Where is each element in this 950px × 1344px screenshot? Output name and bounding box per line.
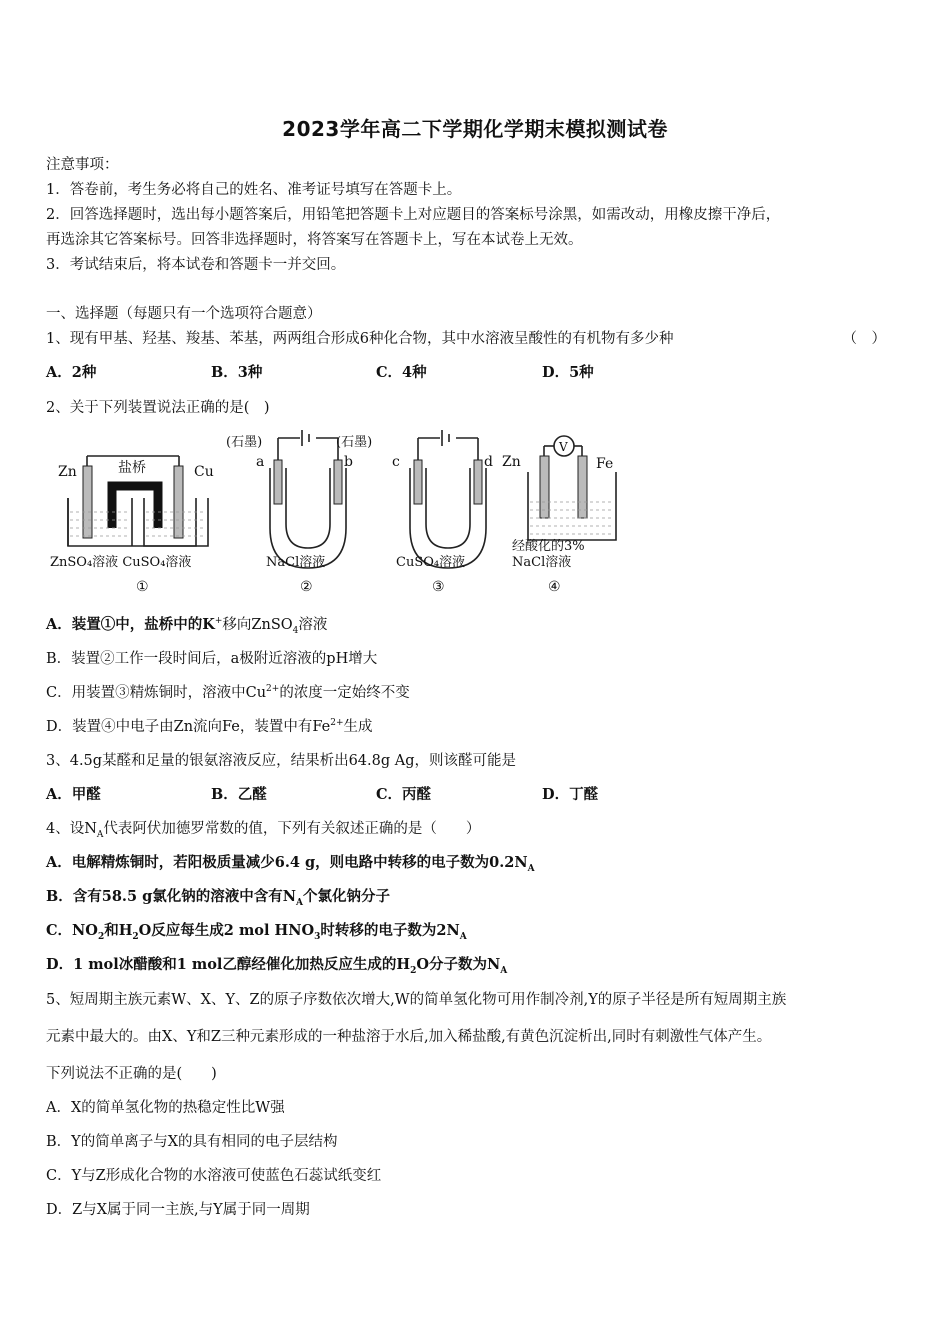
label-d: d	[484, 454, 493, 470]
q2-option-a: A．装置①中，盐桥中的K+移向ZnSO$_4$溶液	[46, 616, 328, 636]
q2-option-b: B．装置②工作一段时间后，a极附近溶液的pH增大	[46, 651, 378, 667]
page-title: 2023学年高二下学期化学期末模拟测试卷	[282, 117, 668, 141]
q4-option-c: C．$NO_2$和$H_2O$反应每生成2 mol $HNO_3$时转移的电子数为$2N_A$	[46, 922, 467, 942]
q3-option-b: B．乙醛	[211, 786, 267, 803]
q4-stem: 4、设$N_A$代表阿伏加德罗常数的值，下列有关叙述正确的是（ ）	[46, 821, 481, 840]
q5-stem-line-1: 5、短周期主族元素W、X、Y、Z的原子序数依次增大,W的简单氢化物可用作制冷剂,Y的原子半径是所有短周期主族	[46, 992, 787, 1008]
q5-option-c: C．Y与Z形成化合物的水溶液可使蓝色石蕊试纸变红	[46, 1168, 382, 1184]
electrochem-apparatus-figure	[46, 428, 626, 600]
q1-option-b: B．3种	[211, 364, 263, 381]
q1-option-a: A．2种	[46, 364, 97, 381]
label-sol-1: ZnSO₄溶液 CuSO₄溶液	[50, 555, 192, 570]
notice-item-1: 1．答卷前，考生务必将自己的姓名、准考证号填写在答题卡上。	[46, 182, 462, 198]
label-graphite-right: (石墨)	[336, 435, 373, 450]
label-sol-4b: NaCl溶液	[512, 555, 572, 570]
notice-heading: 注意事项：	[46, 157, 119, 173]
label-num-1: ①	[136, 579, 149, 595]
label-cu: Cu	[194, 464, 214, 480]
notice-item-2b: 再选涂其它答案标号。回答非选择题时，将答案写在答题卡上，写在本试卷上无效。	[46, 232, 583, 248]
q2-option-c: C．用装置③精炼铜时，溶液中$Cu^{2+}$的浓度一定始终不变	[46, 684, 410, 701]
q2-stem: 2、关于下列装置说法正确的是( )	[46, 400, 270, 416]
label-zn: Zn	[58, 464, 77, 480]
label-c: c	[392, 454, 400, 470]
q5-option-d: D．Z与X属于同一主族,与Y属于同一周期	[46, 1202, 310, 1218]
q3-option-d: D．丁醛	[542, 786, 599, 803]
apparatus-2-diagram	[270, 430, 346, 568]
label-num-4: ④	[548, 579, 561, 595]
voltmeter-label: V	[559, 440, 568, 454]
apparatus-4-diagram	[528, 436, 616, 540]
label-b: b	[344, 454, 353, 470]
label-fe: Fe	[596, 456, 614, 472]
section-heading: 一、选择题（每题只有一个选项符合题意）	[46, 306, 322, 322]
q5-stem-line-2: 元素中最大的。由X、Y和Z三种元素形成的一种盐溶于水后,加入稀盐酸,有黄色沉淀析出,同时有刺激性气体产生。	[46, 1029, 772, 1045]
label-zn-4: Zn	[502, 454, 521, 470]
label-salt-bridge: 盐桥	[118, 460, 146, 476]
label-graphite-left: (石墨)	[226, 435, 263, 450]
label-sol-2: NaCl溶液	[266, 555, 326, 570]
apparatus-3-diagram	[410, 430, 486, 568]
q3-option-a: A．甲醛	[46, 786, 101, 803]
q1-option-c: C．4种	[376, 364, 427, 381]
q3-stem: 3、4.5g某醛和足量的银氨溶液反应，结果析出64.8g Ag，则该醛可能是	[46, 753, 516, 769]
q4-option-b: B．含有58.5 g氯化钠的溶液中含有$N_A$个氯化钠分子	[46, 888, 390, 908]
q2-option-d: D．装置④中电子由Zn流向Fe，装置中有$Fe^{2+}$生成	[46, 718, 373, 735]
q5-option-a: A．X的简单氢化物的热稳定性比W强	[46, 1100, 285, 1116]
label-num-3: ③	[432, 579, 445, 595]
q4-option-a: A．电解精炼铜时，若阳极质量减少6.4 g，则电路中转移的电子数为$0.2N_A$	[46, 854, 535, 874]
q5-stem-line-3: 下列说法不正确的是( )	[46, 1066, 217, 1082]
notice-item-2a: 2．回答选择题时，选出每小题答案后，用铅笔把答题卡上对应题目的答案标号涂黑，如需改动，用橡皮擦干净后，	[46, 207, 781, 223]
q3-option-c: C．丙醛	[376, 786, 432, 803]
q5-option-b: B．Y的简单离子与X的具有相同的电子层结构	[46, 1134, 338, 1150]
notice-item-3: 3．考试结束后，将本试卷和答题卡一并交回。	[46, 257, 346, 273]
label-a: a	[256, 454, 265, 470]
label-num-2: ②	[300, 579, 313, 595]
q1-bracket: （ ）	[842, 331, 886, 347]
q1-option-d: D．5种	[542, 364, 594, 381]
q1-stem: 1、现有甲基、羟基、羧基、苯基，两两组合形成6种化合物，其中水溶液呈酸性的有机物有多少种	[46, 331, 674, 347]
q4-option-d: D．1 mol冰醋酸和1 mol乙醇经催化加热反应生成的$H_2O$分子数为$N_A$	[46, 956, 508, 976]
label-sol-4a: 经酸化的3%	[512, 539, 585, 554]
label-sol-3: CuSO₄溶液	[396, 555, 466, 570]
